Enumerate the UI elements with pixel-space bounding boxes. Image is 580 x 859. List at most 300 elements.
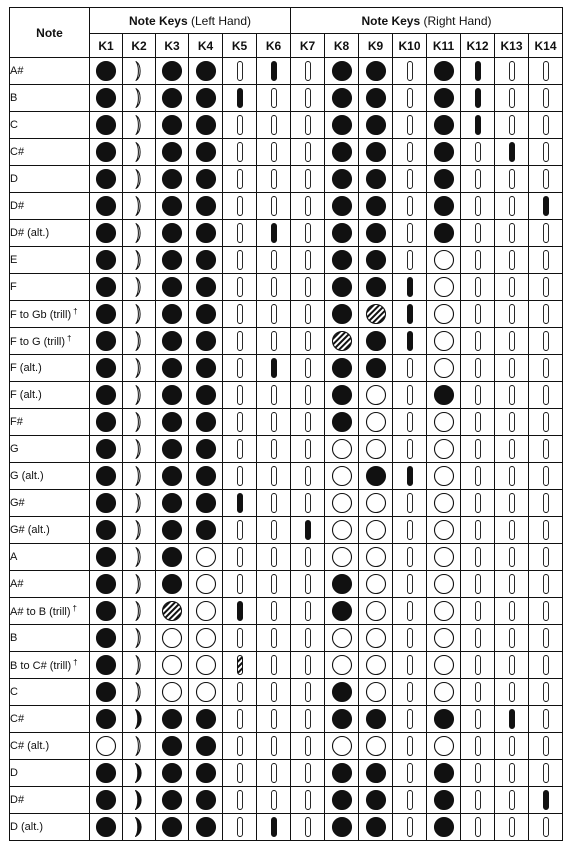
- key-k1-closed-circle-icon: [90, 166, 123, 193]
- key-k2-open-crescent-icon: [123, 571, 156, 598]
- table-row: [10, 517, 563, 544]
- table-row: [10, 814, 563, 841]
- key-k9-open-circle-icon: [359, 409, 393, 436]
- key-k5-open-bar-icon: [223, 328, 257, 355]
- key-k11-closed-circle-icon: [427, 814, 461, 841]
- key-k4-closed-circle-icon: [189, 787, 223, 814]
- key-k6-open-bar-icon: [257, 382, 291, 409]
- key-k14-open-bar-icon: [529, 679, 563, 706]
- key-k12-open-bar-icon: [461, 328, 495, 355]
- key-k12-open-bar-icon: [461, 193, 495, 220]
- key-k9-closed-circle-icon: [359, 193, 393, 220]
- table-row: [10, 355, 563, 382]
- key-k9-closed-circle-icon: [359, 814, 393, 841]
- note-label: D#: [10, 200, 25, 212]
- key-k14-open-bar-icon: [529, 301, 563, 328]
- key-k13-open-bar-icon: [495, 58, 529, 85]
- key-k13-open-bar-icon: [495, 409, 529, 436]
- key-k1-closed-circle-icon: [90, 220, 123, 247]
- note-cell: [10, 112, 90, 139]
- key-k14-open-bar-icon: [529, 652, 563, 679]
- table-row: [10, 436, 563, 463]
- key-k1-closed-circle-icon: [90, 355, 123, 382]
- key-k13-open-bar-icon: [495, 220, 529, 247]
- key-k8-trill-circle-icon: [325, 328, 359, 355]
- key-k3-closed-circle-icon: [156, 760, 189, 787]
- key-k10-closed-bar-icon: [393, 463, 427, 490]
- key-k14-open-bar-icon: [529, 139, 563, 166]
- note-label: A#: [10, 65, 24, 77]
- key-k1-closed-circle-icon: [90, 112, 123, 139]
- key-k2-open-crescent-icon: [123, 517, 156, 544]
- key-k10-open-bar-icon: [393, 814, 427, 841]
- key-k1-closed-circle-icon: [90, 598, 123, 625]
- key-k3-closed-circle-icon: [156, 517, 189, 544]
- key-k10-open-bar-icon: [393, 436, 427, 463]
- key-k8-closed-circle-icon: [325, 301, 359, 328]
- key-k12-open-bar-icon: [461, 247, 495, 274]
- key-k6-open-bar-icon: [257, 679, 291, 706]
- key-k14-open-bar-icon: [529, 733, 563, 760]
- key-k9-closed-circle-icon: [359, 139, 393, 166]
- key-header-k4: K4: [189, 34, 223, 58]
- key-k14-open-bar-icon: [529, 409, 563, 436]
- table-row: [10, 58, 563, 85]
- key-k6-open-bar-icon: [257, 463, 291, 490]
- key-k2-closed-crescent-icon: [123, 760, 156, 787]
- key-k5-open-bar-icon: [223, 787, 257, 814]
- key-k5-open-bar-icon: [223, 517, 257, 544]
- key-k2-open-crescent-icon: [123, 733, 156, 760]
- trill-footnote-mark: †: [73, 307, 78, 316]
- key-k7-open-bar-icon: [291, 787, 325, 814]
- key-k2-open-crescent-icon: [123, 85, 156, 112]
- key-k8-closed-circle-icon: [325, 760, 359, 787]
- note-cell: [10, 652, 90, 679]
- key-k5-open-bar-icon: [223, 247, 257, 274]
- key-k2-open-crescent-icon: [123, 247, 156, 274]
- key-k6-open-bar-icon: [257, 517, 291, 544]
- key-k13-open-bar-icon: [495, 328, 529, 355]
- trill-footnote-mark: †: [72, 604, 77, 613]
- key-k13-open-bar-icon: [495, 733, 529, 760]
- key-k1-closed-circle-icon: [90, 652, 123, 679]
- table-row: [10, 382, 563, 409]
- key-k2-open-crescent-icon: [123, 193, 156, 220]
- key-k14-open-bar-icon: [529, 85, 563, 112]
- key-k7-open-bar-icon: [291, 85, 325, 112]
- note-label: F to Gb (trill): [10, 309, 72, 321]
- key-k11-closed-circle-icon: [427, 382, 461, 409]
- key-k1-closed-circle-icon: [90, 625, 123, 652]
- key-k9-open-circle-icon: [359, 679, 393, 706]
- key-k11-open-circle-icon: [427, 652, 461, 679]
- key-k11-open-circle-icon: [427, 679, 461, 706]
- key-k8-closed-circle-icon: [325, 274, 359, 301]
- key-k1-closed-circle-icon: [90, 247, 123, 274]
- note-label: G (alt.): [10, 470, 44, 482]
- key-k3-open-circle-icon: [156, 652, 189, 679]
- table-row: [10, 328, 563, 355]
- note-label: G#: [10, 497, 25, 509]
- key-k4-closed-circle-icon: [189, 382, 223, 409]
- key-k13-open-bar-icon: [495, 814, 529, 841]
- note-label: G# (alt.): [10, 524, 50, 536]
- key-k10-open-bar-icon: [393, 571, 427, 598]
- table-row: [10, 193, 563, 220]
- key-k10-open-bar-icon: [393, 733, 427, 760]
- key-k4-closed-circle-icon: [189, 814, 223, 841]
- key-k7-open-bar-icon: [291, 436, 325, 463]
- key-k9-open-circle-icon: [359, 598, 393, 625]
- key-header-k11: K11: [427, 34, 461, 58]
- key-k13-open-bar-icon: [495, 787, 529, 814]
- key-k11-open-circle-icon: [427, 544, 461, 571]
- key-k2-open-crescent-icon: [123, 409, 156, 436]
- key-k7-open-bar-icon: [291, 760, 325, 787]
- note-label: E: [10, 254, 18, 266]
- key-k10-open-bar-icon: [393, 193, 427, 220]
- key-k13-open-bar-icon: [495, 625, 529, 652]
- key-k1-closed-circle-icon: [90, 139, 123, 166]
- key-k1-closed-circle-icon: [90, 787, 123, 814]
- note-label: G: [10, 443, 19, 455]
- key-k2-open-crescent-icon: [123, 274, 156, 301]
- table-row: [10, 166, 563, 193]
- key-k7-open-bar-icon: [291, 58, 325, 85]
- key-k3-closed-circle-icon: [156, 436, 189, 463]
- note-cell: [10, 544, 90, 571]
- key-k6-open-bar-icon: [257, 544, 291, 571]
- key-k1-open-circle-icon: [90, 733, 123, 760]
- key-header-row: [10, 34, 563, 58]
- key-k9-open-circle-icon: [359, 382, 393, 409]
- key-k10-open-bar-icon: [393, 355, 427, 382]
- key-k2-open-crescent-icon: [123, 436, 156, 463]
- key-k5-open-bar-icon: [223, 409, 257, 436]
- key-k1-closed-circle-icon: [90, 463, 123, 490]
- key-k4-closed-circle-icon: [189, 274, 223, 301]
- key-k11-open-circle-icon: [427, 436, 461, 463]
- key-k8-closed-circle-icon: [325, 679, 359, 706]
- key-k4-closed-circle-icon: [189, 220, 223, 247]
- key-k12-open-bar-icon: [461, 355, 495, 382]
- key-k9-closed-circle-icon: [359, 220, 393, 247]
- key-k4-closed-circle-icon: [189, 166, 223, 193]
- key-k5-open-bar-icon: [223, 58, 257, 85]
- key-k12-open-bar-icon: [461, 220, 495, 247]
- key-k3-trill-circle-icon: [156, 598, 189, 625]
- key-k6-open-bar-icon: [257, 571, 291, 598]
- key-k3-closed-circle-icon: [156, 193, 189, 220]
- key-header-k1: K1: [90, 34, 123, 58]
- key-k3-closed-circle-icon: [156, 787, 189, 814]
- key-k7-open-bar-icon: [291, 409, 325, 436]
- key-k14-closed-bar-icon: [529, 787, 563, 814]
- key-k5-open-bar-icon: [223, 760, 257, 787]
- key-k12-open-bar-icon: [461, 301, 495, 328]
- note-cell: [10, 490, 90, 517]
- key-k14-open-bar-icon: [529, 382, 563, 409]
- key-k10-closed-bar-icon: [393, 328, 427, 355]
- key-k1-closed-circle-icon: [90, 679, 123, 706]
- key-k8-closed-circle-icon: [325, 571, 359, 598]
- key-k14-open-bar-icon: [529, 490, 563, 517]
- key-k4-open-circle-icon: [189, 679, 223, 706]
- key-k6-closed-bar-icon: [257, 58, 291, 85]
- key-k14-open-bar-icon: [529, 706, 563, 733]
- key-k4-closed-circle-icon: [189, 328, 223, 355]
- note-label: B: [10, 632, 18, 644]
- table-row: [10, 247, 563, 274]
- key-k10-closed-bar-icon: [393, 274, 427, 301]
- note-label: D# (alt.): [10, 227, 50, 239]
- key-k13-open-bar-icon: [495, 247, 529, 274]
- note-label: D#: [10, 794, 25, 806]
- table-row: [10, 274, 563, 301]
- key-k10-open-bar-icon: [393, 409, 427, 436]
- key-k11-closed-circle-icon: [427, 706, 461, 733]
- note-label: C#: [10, 713, 25, 725]
- key-k9-closed-circle-icon: [359, 58, 393, 85]
- note-label: F#: [10, 416, 23, 428]
- key-k8-open-circle-icon: [325, 490, 359, 517]
- key-k3-closed-circle-icon: [156, 814, 189, 841]
- key-k2-closed-crescent-icon: [123, 787, 156, 814]
- key-k7-open-bar-icon: [291, 733, 325, 760]
- note-cell: [10, 571, 90, 598]
- key-k7-open-bar-icon: [291, 490, 325, 517]
- note-label: B to C# (trill): [10, 660, 72, 672]
- key-k10-open-bar-icon: [393, 652, 427, 679]
- key-k1-closed-circle-icon: [90, 193, 123, 220]
- key-k5-open-bar-icon: [223, 112, 257, 139]
- key-k14-open-bar-icon: [529, 166, 563, 193]
- key-k4-closed-circle-icon: [189, 58, 223, 85]
- key-k2-open-crescent-icon: [123, 328, 156, 355]
- key-k11-open-circle-icon: [427, 301, 461, 328]
- key-k9-closed-circle-icon: [359, 274, 393, 301]
- key-k4-closed-circle-icon: [189, 436, 223, 463]
- key-k8-closed-circle-icon: [325, 220, 359, 247]
- note-label: F (alt.): [10, 389, 42, 401]
- key-k5-open-bar-icon: [223, 733, 257, 760]
- key-k3-closed-circle-icon: [156, 112, 189, 139]
- key-k1-closed-circle-icon: [90, 760, 123, 787]
- key-k2-open-crescent-icon: [123, 355, 156, 382]
- note-cell: [10, 463, 90, 490]
- key-k2-open-crescent-icon: [123, 301, 156, 328]
- key-k7-open-bar-icon: [291, 355, 325, 382]
- table-row: [10, 301, 563, 328]
- note-cell: [10, 166, 90, 193]
- key-k2-open-crescent-icon: [123, 625, 156, 652]
- key-k2-closed-crescent-icon: [123, 814, 156, 841]
- key-k12-open-bar-icon: [461, 274, 495, 301]
- key-k12-open-bar-icon: [461, 463, 495, 490]
- key-k13-open-bar-icon: [495, 490, 529, 517]
- key-k11-open-circle-icon: [427, 328, 461, 355]
- key-k12-open-bar-icon: [461, 598, 495, 625]
- key-k6-open-bar-icon: [257, 274, 291, 301]
- table-row: [10, 571, 563, 598]
- key-k8-open-circle-icon: [325, 517, 359, 544]
- key-k3-closed-circle-icon: [156, 490, 189, 517]
- key-k6-closed-bar-icon: [257, 355, 291, 382]
- key-k7-open-bar-icon: [291, 139, 325, 166]
- key-k12-open-bar-icon: [461, 139, 495, 166]
- key-k4-closed-circle-icon: [189, 112, 223, 139]
- key-k4-closed-circle-icon: [189, 490, 223, 517]
- key-k12-open-bar-icon: [461, 517, 495, 544]
- key-k6-open-bar-icon: [257, 625, 291, 652]
- fingering-chart-table: [9, 7, 563, 841]
- key-k14-open-bar-icon: [529, 58, 563, 85]
- key-k14-open-bar-icon: [529, 463, 563, 490]
- left-hand-group-header: Note Keys (Left Hand): [90, 8, 291, 34]
- key-k5-open-bar-icon: [223, 220, 257, 247]
- key-header-k5: K5: [223, 34, 257, 58]
- key-k5-open-bar-icon: [223, 436, 257, 463]
- key-k8-closed-circle-icon: [325, 787, 359, 814]
- key-k6-open-bar-icon: [257, 112, 291, 139]
- note-label: F to G (trill): [10, 336, 65, 348]
- key-k14-open-bar-icon: [529, 571, 563, 598]
- key-k9-closed-circle-icon: [359, 706, 393, 733]
- key-k2-open-crescent-icon: [123, 58, 156, 85]
- group-header-row: [10, 8, 563, 34]
- key-k10-open-bar-icon: [393, 85, 427, 112]
- note-label: C# (alt.): [10, 740, 50, 752]
- table-row: [10, 787, 563, 814]
- key-k8-closed-circle-icon: [325, 112, 359, 139]
- key-k12-closed-bar-icon: [461, 112, 495, 139]
- table-row: [10, 625, 563, 652]
- key-k13-open-bar-icon: [495, 355, 529, 382]
- table-row: [10, 679, 563, 706]
- table-row: [10, 598, 563, 625]
- key-k2-open-crescent-icon: [123, 112, 156, 139]
- key-k11-closed-circle-icon: [427, 112, 461, 139]
- key-k1-closed-circle-icon: [90, 85, 123, 112]
- key-k2-closed-crescent-icon: [123, 706, 156, 733]
- key-k12-open-bar-icon: [461, 733, 495, 760]
- note-cell: [10, 787, 90, 814]
- key-k14-open-bar-icon: [529, 814, 563, 841]
- key-k3-closed-circle-icon: [156, 382, 189, 409]
- key-k14-open-bar-icon: [529, 274, 563, 301]
- key-k7-open-bar-icon: [291, 571, 325, 598]
- key-k12-open-bar-icon: [461, 814, 495, 841]
- key-k14-closed-bar-icon: [529, 193, 563, 220]
- key-k3-closed-circle-icon: [156, 571, 189, 598]
- trill-footnote-mark: †: [67, 334, 72, 343]
- key-k7-closed-bar-icon: [291, 517, 325, 544]
- key-k11-open-circle-icon: [427, 463, 461, 490]
- key-k3-closed-circle-icon: [156, 409, 189, 436]
- key-k7-open-bar-icon: [291, 814, 325, 841]
- key-k5-open-bar-icon: [223, 301, 257, 328]
- key-k11-closed-circle-icon: [427, 760, 461, 787]
- key-k13-open-bar-icon: [495, 112, 529, 139]
- note-cell: [10, 139, 90, 166]
- note-cell: [10, 85, 90, 112]
- key-k11-open-circle-icon: [427, 733, 461, 760]
- key-k4-closed-circle-icon: [189, 247, 223, 274]
- key-header-k6: K6: [257, 34, 291, 58]
- key-k4-closed-circle-icon: [189, 517, 223, 544]
- note-cell: [10, 220, 90, 247]
- key-k9-open-circle-icon: [359, 490, 393, 517]
- key-k2-open-crescent-icon: [123, 463, 156, 490]
- key-k5-open-bar-icon: [223, 814, 257, 841]
- key-k8-closed-circle-icon: [325, 382, 359, 409]
- key-k11-closed-circle-icon: [427, 166, 461, 193]
- key-k8-closed-circle-icon: [325, 139, 359, 166]
- key-k4-closed-circle-icon: [189, 301, 223, 328]
- key-header-k9: K9: [359, 34, 393, 58]
- key-k4-closed-circle-icon: [189, 139, 223, 166]
- key-k1-closed-circle-icon: [90, 382, 123, 409]
- note-cell: [10, 382, 90, 409]
- key-k5-open-bar-icon: [223, 355, 257, 382]
- key-k7-open-bar-icon: [291, 247, 325, 274]
- key-k3-open-circle-icon: [156, 625, 189, 652]
- key-k13-open-bar-icon: [495, 274, 529, 301]
- note-cell: [10, 625, 90, 652]
- key-k3-closed-circle-icon: [156, 706, 189, 733]
- key-k12-open-bar-icon: [461, 652, 495, 679]
- note-cell: [10, 814, 90, 841]
- key-k6-open-bar-icon: [257, 85, 291, 112]
- key-k10-open-bar-icon: [393, 166, 427, 193]
- key-k13-open-bar-icon: [495, 571, 529, 598]
- key-k9-closed-circle-icon: [359, 112, 393, 139]
- key-header-k12: K12: [461, 34, 495, 58]
- key-k13-closed-bar-icon: [495, 706, 529, 733]
- key-k13-open-bar-icon: [495, 436, 529, 463]
- key-k5-closed-bar-icon: [223, 85, 257, 112]
- note-cell: [10, 247, 90, 274]
- key-header-k3: K3: [156, 34, 189, 58]
- note-cell: [10, 706, 90, 733]
- key-k11-closed-circle-icon: [427, 139, 461, 166]
- key-k11-open-circle-icon: [427, 517, 461, 544]
- key-k7-open-bar-icon: [291, 220, 325, 247]
- key-k12-closed-bar-icon: [461, 85, 495, 112]
- key-k6-closed-bar-icon: [257, 814, 291, 841]
- key-k3-closed-circle-icon: [156, 733, 189, 760]
- key-k5-open-bar-icon: [223, 625, 257, 652]
- key-k4-open-circle-icon: [189, 652, 223, 679]
- key-k11-closed-circle-icon: [427, 193, 461, 220]
- key-k1-closed-circle-icon: [90, 436, 123, 463]
- key-k1-closed-circle-icon: [90, 301, 123, 328]
- key-k9-open-circle-icon: [359, 625, 393, 652]
- key-header-k10: K10: [393, 34, 427, 58]
- key-k12-open-bar-icon: [461, 625, 495, 652]
- key-header-k2: K2: [123, 34, 156, 58]
- key-k6-open-bar-icon: [257, 409, 291, 436]
- table-row: [10, 112, 563, 139]
- key-k14-open-bar-icon: [529, 625, 563, 652]
- key-k14-open-bar-icon: [529, 544, 563, 571]
- key-k13-open-bar-icon: [495, 517, 529, 544]
- key-k6-open-bar-icon: [257, 760, 291, 787]
- key-k8-closed-circle-icon: [325, 85, 359, 112]
- key-k7-open-bar-icon: [291, 328, 325, 355]
- key-k9-closed-circle-icon: [359, 85, 393, 112]
